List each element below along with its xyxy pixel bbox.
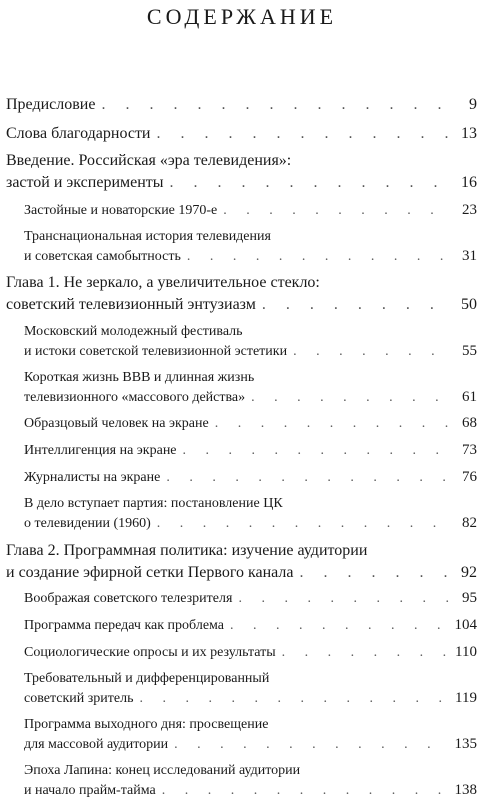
page-number: 68: [462, 415, 477, 431]
toc-entry-line: [6, 564, 477, 582]
dot-leader: [157, 125, 452, 143]
page-number: 16: [461, 174, 477, 191]
toc-entry-line: [24, 229, 477, 245]
toc-entry-line: [24, 370, 477, 386]
toc-entry-title: Транснациональная история телевидения: [24, 229, 271, 244]
page-number: 92: [461, 564, 477, 581]
toc-entry-title: и советская самобытность: [24, 249, 181, 264]
toc-entry-line: [24, 324, 477, 340]
toc-entry-line: [24, 617, 477, 634]
toc-entry-title: Московский молодежный фестиваль: [24, 324, 243, 339]
toc-entry-title: застой и эксперименты: [6, 174, 164, 191]
page-number: 55: [462, 343, 477, 359]
toc-entry-line: [24, 442, 477, 459]
toc-entry-title: Образцовый человек на экране: [24, 416, 209, 431]
toc-entry-title: Короткая жизнь ВВВ и длинная жизнь: [24, 370, 255, 385]
dot-leader: [101, 96, 451, 114]
toc-entry-line: [24, 469, 477, 486]
toc-entry-title: Программа передач как проблема: [24, 618, 225, 633]
toc-entry-line: [6, 125, 477, 143]
toc-entry-title: В дело вступает партия: постановление ЦК: [24, 496, 283, 511]
dot-leader: [262, 296, 451, 314]
page-number: 135: [454, 736, 477, 752]
toc-entry-title: Интеллигенция на экране: [24, 443, 177, 458]
toc-entry-title: Застойные и новаторские 1970-е: [24, 203, 218, 218]
toc-entry-line: [6, 274, 477, 292]
page-number: 23: [462, 202, 477, 218]
toc-entry-line: [24, 496, 477, 512]
toc-entry-line: [24, 644, 477, 661]
toc-entry-line: [24, 690, 477, 707]
toc-entry-line: [6, 542, 477, 560]
toc-entry-title: Глава 2. Программная политика: изучение аудитории: [6, 542, 368, 559]
toc-entry-title: Программа выходного дня: просвещение: [24, 717, 269, 732]
toc-entry-title: Слова благодарности: [6, 125, 151, 142]
page-number: 31: [462, 248, 477, 264]
toc-entry-title: телевизионного «массового действа»: [24, 390, 246, 405]
toc-entry-line: [24, 515, 477, 532]
dot-leader: [139, 691, 451, 707]
toc-entry-line: [6, 174, 477, 192]
toc-entry-title: и истоки советской телевизионной эстетики: [24, 344, 288, 359]
dot-leader: [183, 443, 451, 459]
page-number: 61: [462, 389, 477, 405]
page-number: 73: [462, 442, 477, 458]
toc-entry-title: Введение. Российская «эра телевидения»:: [6, 152, 292, 169]
toc-entry-line: [6, 152, 477, 170]
toc-entry-title: Воображая советского телезрителя: [24, 591, 233, 606]
dot-leader: [293, 344, 451, 360]
toc-entry-title: советский зритель: [24, 691, 134, 706]
page-title: СОДЕРЖАНИЕ: [146, 4, 338, 29]
toc-entry-line: [24, 248, 477, 265]
toc-entry-line: [24, 202, 477, 219]
toc-entry-title: и создание эфирной сетки Первого канала: [6, 564, 294, 581]
dot-leader: [187, 249, 451, 265]
dot-leader: [157, 516, 451, 532]
page-number: 110: [455, 644, 477, 660]
toc-entry-title: Глава 1. Не зеркало, а увеличительное стекло:: [6, 274, 320, 291]
toc-entry-title: и начало прайм-тайма: [24, 783, 156, 798]
dot-leader: [170, 174, 451, 192]
toc-entry-line: [6, 296, 477, 314]
page-number: 9: [469, 96, 477, 113]
page-number: 13: [461, 125, 477, 142]
page-number: 76: [462, 469, 477, 485]
toc-entry-title: о телевидении (1960): [24, 516, 151, 531]
dot-leader: [166, 470, 451, 486]
toc-entry-line: [24, 343, 477, 360]
toc-entry-line: [24, 736, 477, 753]
toc-entry-title: для массовой аудитории: [24, 737, 169, 752]
dot-leader: [223, 203, 451, 219]
page-number: 50: [461, 296, 477, 313]
dot-leader: [251, 390, 451, 406]
toc-entry-line: [24, 389, 477, 406]
toc-entry-line: [24, 717, 477, 733]
dot-leader: [282, 645, 451, 661]
toc-entry-line: [24, 590, 477, 607]
dot-leader: [238, 591, 451, 607]
page-number: 119: [455, 690, 477, 706]
toc-entry-title: Эпоха Лапина: конец исследований аудитории: [24, 763, 301, 778]
dot-leader: [300, 564, 451, 582]
dot-leader: [215, 416, 451, 432]
toc-entry-title: Предисловие: [6, 96, 96, 113]
toc-entry-line: [24, 671, 477, 687]
page-number: 138: [454, 782, 477, 798]
toc-entry-line: [24, 415, 477, 432]
toc-entry-line: [24, 763, 477, 779]
toc-entry-title: Социологические опросы и их результаты: [24, 645, 276, 660]
dot-leader: [162, 783, 451, 799]
dot-leader: [230, 618, 450, 634]
toc-entry-title: советский телевизионный энтузиазм: [6, 296, 256, 313]
toc-entry-line: [6, 96, 477, 114]
toc-entry-line: [24, 782, 477, 799]
dot-leader: [174, 737, 450, 753]
page-number: 104: [454, 617, 477, 633]
page-number: 82: [462, 515, 477, 531]
page-number: 95: [462, 590, 477, 606]
toc-entry-title: Журналисты на экране: [24, 470, 161, 485]
toc-entry-title: Требовательный и дифференцированный: [24, 671, 270, 686]
